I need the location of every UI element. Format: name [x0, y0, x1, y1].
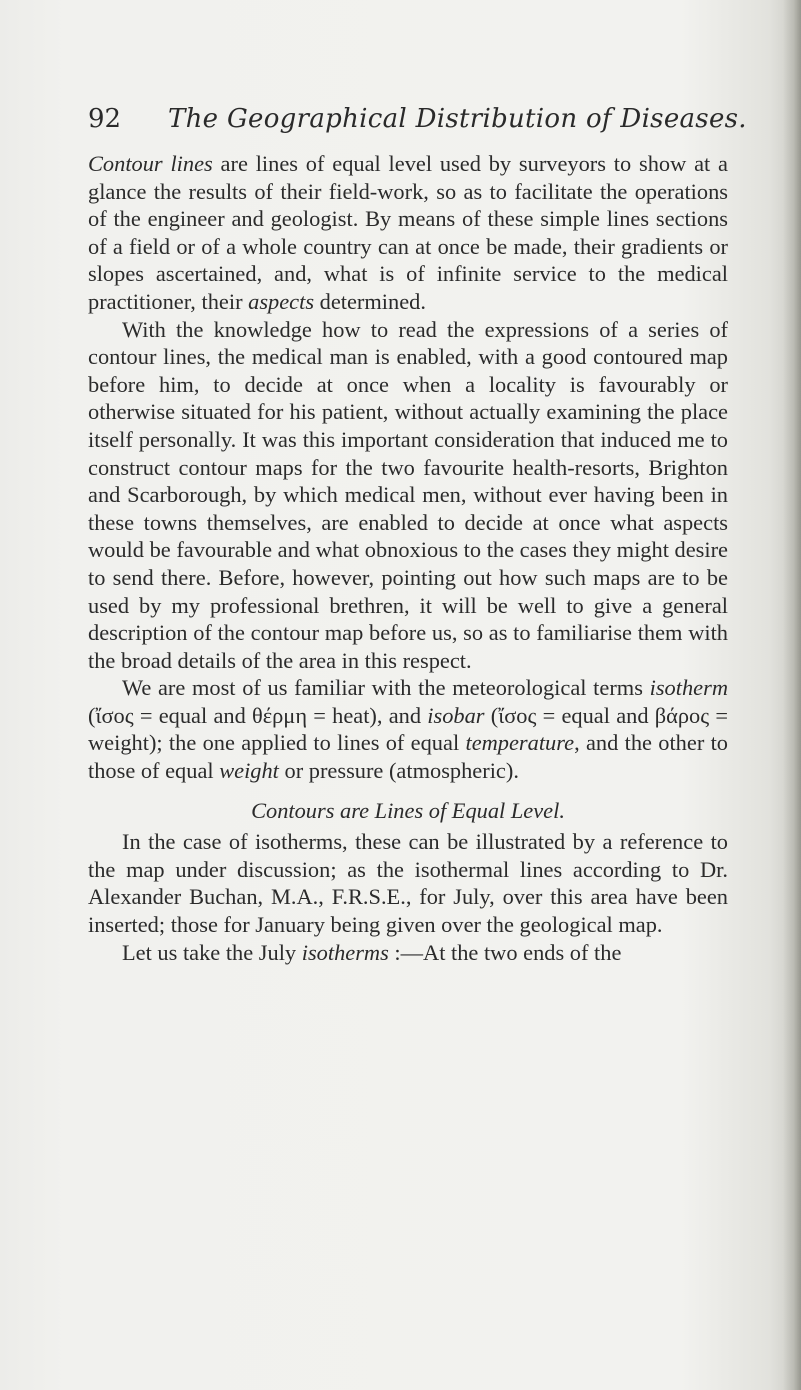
term-weight: weight — [219, 758, 279, 784]
term-temperature: temperature — [465, 730, 575, 756]
term-isotherms: isotherms — [301, 939, 389, 965]
paragraph-meteorological-terms: We are most of us familiar with the meteorological terms isotherm (ἴσος = equal and θέρμη = heat), and isobar (ἴσος = equal and βάρος = weight); the one applied to lines of equal temperature, and the other to those of equal weight or pressure (atmospheric). — [88, 675, 728, 784]
page-header — [88, 104, 748, 144]
term-isobar: isobar — [427, 702, 485, 728]
running-title: The Geographical Distribution of Diseases. — [168, 104, 747, 134]
paragraph-contour-lines: Contour lines are lines of equal level used by surveyors to show at a glance the results of their field-work, so as to facilitate the operations of the engineer and geologist. By means of these simple lines sections of a field or of a whole country can at once be made, their gradients or slopes ascertained, and, what is of infinite service to the medical practitioner, their aspects determined. — [88, 151, 728, 314]
term-aspects: aspects — [248, 288, 315, 314]
page-number: 92 — [88, 104, 122, 134]
section-subheading: Contours are Lines of Equal Level. — [251, 797, 565, 823]
term-isotherm: isotherm — [649, 675, 728, 701]
term-contour-lines: Contour lines — [88, 151, 213, 176]
paragraph-knowledge: With the knowledge how to read the expressions of a series of contour lines, the medical man is enabled, with a good contoured map before him, to decide at once when a locality is favourably or otherwise situated for his patient, without actually examining the place itself personally. It was this important consideration that induced me to construct contour maps for the two favourite health-resorts, Brighton and Scarborough, by which medical men, without ever having been in these towns themselves, are enabled to decide at once what aspects would be favourable and what obnoxious to the cases they might desire to send there. Before, however, pointing out how such maps are to be used by my professional brethren, it will be well to give a general description of the contour map before us, so as to familiarise them with the broad details of the area in this respect. — [88, 316, 728, 673]
body-text — [88, 150, 728, 966]
page-edge-shadow — [783, 0, 801, 1390]
paragraph-isotherms: In the case of isotherms, these can be illustrated by a reference to the map under discussion; as the isothermal lines according to Dr. Alexander Buchan, M.A., F.R.S.E., for July, over this area have been inserted; those for January being given over the geological map. — [88, 829, 728, 938]
paragraph-july-isotherms: Let us take the July isotherms :—At the two ends of the — [122, 939, 622, 965]
